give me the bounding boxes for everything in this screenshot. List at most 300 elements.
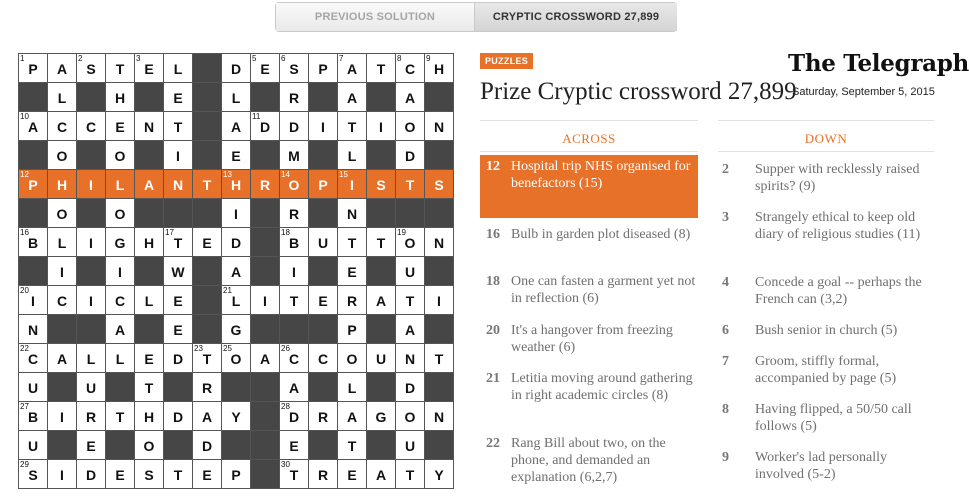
- grid-cell[interactable]: [338, 344, 367, 373]
- grid-cell[interactable]: [48, 344, 77, 373]
- grid-cell[interactable]: [396, 460, 425, 489]
- grid-cell[interactable]: [338, 199, 367, 228]
- cell-letter: P: [28, 177, 38, 193]
- cell-letter: C: [404, 61, 416, 77]
- grid-cell[interactable]: [135, 112, 164, 141]
- across-clue[interactable]: [480, 322, 698, 356]
- grid-cell[interactable]: [48, 54, 77, 83]
- cell-letter: I: [60, 467, 64, 483]
- grid-cell[interactable]: [309, 286, 338, 315]
- cell-letter: C: [56, 293, 68, 309]
- black-cell: [135, 315, 164, 344]
- grid-cell[interactable]: [367, 460, 396, 489]
- grid-cell[interactable]: [106, 460, 135, 489]
- grid-cell[interactable]: [164, 286, 193, 315]
- puzzles-badge[interactable]: PUZZLES: [480, 53, 533, 69]
- grid-cell[interactable]: [48, 170, 77, 199]
- cell-letter: H: [143, 235, 155, 251]
- cell-letter: D: [404, 148, 416, 164]
- grid-cell[interactable]: [338, 54, 367, 83]
- grid-cell[interactable]: [193, 460, 222, 489]
- grid-cell[interactable]: [309, 228, 338, 257]
- across-clue[interactable]: [480, 370, 698, 404]
- black-cell: [309, 315, 338, 344]
- grid-cell[interactable]: [164, 83, 193, 112]
- grid-cell[interactable]: [135, 228, 164, 257]
- cell-letter: H: [230, 177, 242, 193]
- grid-cell[interactable]: [425, 286, 454, 315]
- grid-cell[interactable]: [396, 257, 425, 286]
- grid-cell[interactable]: [280, 54, 309, 83]
- grid-cell[interactable]: [19, 344, 48, 373]
- down-clue[interactable]: [718, 209, 934, 243]
- cell-letter: D: [288, 119, 300, 135]
- grid-cell[interactable]: [396, 83, 425, 112]
- grid-cell[interactable]: [396, 112, 425, 141]
- grid-cell[interactable]: [425, 344, 454, 373]
- cell-letter: P: [231, 467, 241, 483]
- grid-cell[interactable]: [338, 170, 367, 199]
- down-clue[interactable]: [718, 274, 934, 308]
- cell-letter: L: [347, 380, 357, 396]
- grid-cell[interactable]: [106, 170, 135, 199]
- grid-cell[interactable]: [106, 141, 135, 170]
- grid-cell[interactable]: [222, 83, 251, 112]
- across-clue[interactable]: [480, 435, 698, 486]
- grid-cell[interactable]: [309, 460, 338, 489]
- grid-cell[interactable]: [338, 315, 367, 344]
- grid-cell[interactable]: [280, 141, 309, 170]
- grid-cell[interactable]: [425, 460, 454, 489]
- grid-cell[interactable]: [164, 402, 193, 431]
- grid-cell[interactable]: [425, 54, 454, 83]
- grid-cell[interactable]: [135, 373, 164, 402]
- cell-letter: T: [347, 438, 357, 454]
- grid-cell[interactable]: [222, 286, 251, 315]
- grid-cell[interactable]: [251, 170, 280, 199]
- cell-letter: O: [288, 177, 300, 193]
- cell-letter: G: [375, 409, 387, 425]
- grid-cell[interactable]: [77, 286, 106, 315]
- grid-cell[interactable]: [222, 257, 251, 286]
- grid-cell[interactable]: [396, 402, 425, 431]
- black-cell: [280, 315, 309, 344]
- cell-letter: N: [433, 235, 445, 251]
- clue-number: 3: [136, 54, 141, 63]
- across-clue[interactable]: [480, 155, 698, 218]
- cell-letter: T: [173, 235, 183, 251]
- cell-letter: L: [57, 90, 67, 106]
- grid-cell[interactable]: [135, 431, 164, 460]
- grid-cell[interactable]: [164, 54, 193, 83]
- grid-cell[interactable]: [164, 228, 193, 257]
- grid-cell[interactable]: [280, 431, 309, 460]
- grid-cell[interactable]: [77, 170, 106, 199]
- cell-letter: S: [144, 467, 154, 483]
- clue-text: Strangely ethical to keep old diary of religious studies (11): [755, 210, 921, 242]
- grid-cell[interactable]: [193, 402, 222, 431]
- clue-number: 16: [20, 228, 29, 237]
- telegraph-logo: The Telegraph: [788, 50, 969, 77]
- grid-cell[interactable]: [396, 344, 425, 373]
- cell-letter: C: [317, 351, 329, 367]
- black-cell: [251, 257, 280, 286]
- grid-cell[interactable]: [251, 54, 280, 83]
- grid-cell[interactable]: [367, 286, 396, 315]
- grid-cell[interactable]: [396, 170, 425, 199]
- clue-number: 7: [339, 54, 344, 63]
- clue-num: 22: [486, 436, 500, 451]
- clue-text: Having flipped, a 50/50 call follows (5): [755, 402, 912, 434]
- cell-letter: E: [289, 438, 299, 454]
- across-heading: ACROSS: [562, 131, 616, 146]
- grid-cell[interactable]: [106, 83, 135, 112]
- clue-number: 13: [223, 170, 232, 179]
- grid-cell[interactable]: [338, 112, 367, 141]
- clue-text: It's a hangover from freezing weather (6): [511, 323, 673, 355]
- grid-cell[interactable]: [106, 54, 135, 83]
- black-cell: [367, 141, 396, 170]
- grid-cell[interactable]: [222, 54, 251, 83]
- grid-cell[interactable]: [19, 431, 48, 460]
- cell-letter: R: [317, 467, 329, 483]
- grid-cell[interactable]: [164, 315, 193, 344]
- grid-cell[interactable]: [193, 431, 222, 460]
- clue-num: 6: [722, 323, 729, 338]
- cell-letter: O: [143, 438, 155, 454]
- grid-cell[interactable]: [338, 460, 367, 489]
- grid-cell[interactable]: [396, 286, 425, 315]
- cell-letter: T: [173, 467, 183, 483]
- cell-letter: B: [27, 235, 39, 251]
- grid-cell[interactable]: [164, 344, 193, 373]
- grid-cell[interactable]: [396, 228, 425, 257]
- cell-letter: S: [289, 61, 299, 77]
- black-cell: [309, 141, 338, 170]
- black-cell: [251, 199, 280, 228]
- grid-cell[interactable]: [135, 54, 164, 83]
- grid-cell[interactable]: [251, 344, 280, 373]
- down-clue[interactable]: [718, 401, 934, 435]
- grid-cell[interactable]: [106, 286, 135, 315]
- cell-letter: N: [172, 177, 184, 193]
- grid-cell[interactable]: [48, 257, 77, 286]
- grid-cell[interactable]: [396, 315, 425, 344]
- grid-cell[interactable]: [48, 460, 77, 489]
- cell-letter: A: [404, 322, 416, 338]
- grid-cell[interactable]: [19, 112, 48, 141]
- grid-cell[interactable]: [164, 141, 193, 170]
- grid-cell[interactable]: [367, 54, 396, 83]
- black-cell: [309, 199, 338, 228]
- grid-cell[interactable]: [222, 460, 251, 489]
- grid-cell[interactable]: [280, 460, 309, 489]
- grid-cell[interactable]: [425, 402, 454, 431]
- clue-num: 2: [722, 162, 729, 177]
- down-clue[interactable]: [718, 353, 934, 387]
- clue-number: 27: [20, 402, 29, 411]
- black-cell: [251, 431, 280, 460]
- grid-cell[interactable]: [19, 228, 48, 257]
- cell-letter: A: [114, 322, 126, 338]
- grid-cell[interactable]: [309, 54, 338, 83]
- cell-letter: T: [347, 119, 357, 135]
- current-crossword-tab[interactable]: CRYPTIC CROSSWORD 27,899: [475, 3, 677, 31]
- across-clue[interactable]: [480, 273, 698, 307]
- grid-cell[interactable]: [135, 286, 164, 315]
- down-clue[interactable]: [718, 161, 934, 195]
- grid-cell[interactable]: [309, 170, 338, 199]
- clue-number: 20: [20, 286, 29, 295]
- cell-letter: A: [346, 409, 358, 425]
- black-cell: [106, 373, 135, 402]
- cell-letter: E: [347, 467, 357, 483]
- grid-cell[interactable]: [222, 315, 251, 344]
- clue-num: 8: [722, 402, 729, 417]
- grid-cell[interactable]: [396, 54, 425, 83]
- grid-cell[interactable]: [309, 344, 338, 373]
- grid-cell[interactable]: [396, 141, 425, 170]
- grid-cell[interactable]: [367, 112, 396, 141]
- cell-letter: L: [173, 61, 183, 77]
- black-cell: [164, 431, 193, 460]
- cell-letter: R: [288, 206, 300, 222]
- grid-cell[interactable]: [164, 257, 193, 286]
- cell-letter: O: [56, 206, 68, 222]
- grid-cell[interactable]: [338, 431, 367, 460]
- grid-cell[interactable]: [222, 170, 251, 199]
- cell-letter: T: [405, 293, 415, 309]
- grid-cell[interactable]: [193, 373, 222, 402]
- black-cell: [309, 431, 338, 460]
- black-cell: [222, 431, 251, 460]
- grid-cell[interactable]: [193, 344, 222, 373]
- grid-cell[interactable]: [222, 199, 251, 228]
- black-cell: [309, 373, 338, 402]
- grid-cell[interactable]: [425, 112, 454, 141]
- cell-letter: D: [172, 351, 184, 367]
- black-cell: [77, 199, 106, 228]
- grid-cell[interactable]: [48, 112, 77, 141]
- cell-letter: O: [56, 148, 68, 164]
- grid-cell[interactable]: [222, 344, 251, 373]
- grid-cell[interactable]: [135, 460, 164, 489]
- grid-cell[interactable]: [19, 402, 48, 431]
- cell-letter: D: [404, 380, 416, 396]
- grid-cell[interactable]: [251, 112, 280, 141]
- cell-letter: E: [202, 235, 212, 251]
- down-clue[interactable]: [718, 449, 934, 483]
- grid-cell[interactable]: [367, 344, 396, 373]
- grid-cell[interactable]: [106, 402, 135, 431]
- grid-cell[interactable]: [48, 228, 77, 257]
- cell-letter: Y: [434, 467, 444, 483]
- black-cell: [193, 54, 222, 83]
- black-cell: [251, 402, 280, 431]
- grid-cell[interactable]: [425, 228, 454, 257]
- cell-letter: D: [259, 119, 271, 135]
- cell-letter: E: [144, 61, 154, 77]
- black-cell: [425, 431, 454, 460]
- divider: [480, 120, 698, 121]
- grid-cell[interactable]: [19, 54, 48, 83]
- grid-cell[interactable]: [280, 344, 309, 373]
- grid-cell[interactable]: [367, 228, 396, 257]
- grid-cell[interactable]: [222, 141, 251, 170]
- grid-cell[interactable]: [106, 315, 135, 344]
- cell-letter: U: [27, 380, 39, 396]
- grid-cell[interactable]: [367, 170, 396, 199]
- grid-cell[interactable]: [222, 228, 251, 257]
- cell-letter: T: [405, 177, 415, 193]
- grid-cell[interactable]: [164, 112, 193, 141]
- grid-cell[interactable]: [48, 286, 77, 315]
- grid-cell[interactable]: [19, 315, 48, 344]
- grid-cell[interactable]: [280, 199, 309, 228]
- cell-letter: A: [230, 264, 242, 280]
- grid-cell[interactable]: [164, 460, 193, 489]
- black-cell: [135, 257, 164, 286]
- grid-cell[interactable]: [48, 402, 77, 431]
- grid-cell[interactable]: [19, 373, 48, 402]
- clue-num: 4: [722, 275, 729, 290]
- grid-cell[interactable]: [222, 402, 251, 431]
- grid-cell[interactable]: [367, 402, 396, 431]
- clue-text: Groom, stiffly formal, accompanied by page (5): [755, 354, 897, 386]
- grid-cell[interactable]: [106, 344, 135, 373]
- grid-cell[interactable]: [77, 431, 106, 460]
- grid-cell[interactable]: [77, 373, 106, 402]
- black-cell: [396, 199, 425, 228]
- cell-letter: I: [350, 177, 354, 193]
- clue-number: 22: [20, 344, 29, 353]
- cell-letter: A: [404, 90, 416, 106]
- grid-cell[interactable]: [77, 54, 106, 83]
- cell-letter: T: [115, 61, 125, 77]
- cell-letter: H: [56, 177, 68, 193]
- clue-number: 6: [281, 54, 286, 63]
- cell-letter: L: [115, 351, 125, 367]
- grid-cell[interactable]: [77, 402, 106, 431]
- cell-letter: T: [289, 293, 299, 309]
- grid-cell[interactable]: [280, 228, 309, 257]
- cell-letter: A: [346, 61, 358, 77]
- grid-cell[interactable]: [106, 112, 135, 141]
- clue-number: 12: [20, 170, 29, 179]
- cell-letter: E: [260, 61, 270, 77]
- grid-cell[interactable]: [251, 286, 280, 315]
- grid-cell[interactable]: [338, 228, 367, 257]
- grid-cell[interactable]: [135, 170, 164, 199]
- black-cell: [309, 83, 338, 112]
- down-heading: DOWN: [804, 131, 848, 146]
- grid-cell[interactable]: [309, 112, 338, 141]
- grid-cell[interactable]: [280, 170, 309, 199]
- grid-cell[interactable]: [338, 373, 367, 402]
- cell-letter: L: [57, 235, 67, 251]
- clue-number: 30: [281, 460, 290, 469]
- previous-solution-tab[interactable]: PREVIOUS SOLUTION: [276, 3, 475, 31]
- cell-letter: A: [201, 409, 213, 425]
- grid-cell[interactable]: [193, 228, 222, 257]
- grid-cell[interactable]: [135, 344, 164, 373]
- cell-letter: D: [288, 409, 300, 425]
- grid-cell[interactable]: [338, 83, 367, 112]
- cell-letter: Y: [231, 409, 241, 425]
- crossword-grid: [18, 53, 454, 489]
- grid-cell[interactable]: [396, 373, 425, 402]
- grid-cell[interactable]: [19, 286, 48, 315]
- grid-cell[interactable]: [106, 199, 135, 228]
- black-cell: [367, 199, 396, 228]
- grid-cell[interactable]: [77, 112, 106, 141]
- black-cell: [367, 373, 396, 402]
- cell-letter: I: [321, 119, 325, 135]
- grid-cell[interactable]: [425, 170, 454, 199]
- cell-letter: C: [114, 293, 126, 309]
- cell-letter: R: [346, 293, 358, 309]
- cell-letter: W: [171, 264, 185, 280]
- grid-cell[interactable]: [77, 460, 106, 489]
- cell-letter: T: [173, 119, 183, 135]
- black-cell: [425, 83, 454, 112]
- grid-cell[interactable]: [106, 257, 135, 286]
- cell-letter: H: [433, 61, 445, 77]
- clue-num: 12: [486, 159, 500, 174]
- grid-cell[interactable]: [193, 170, 222, 199]
- clue-number: 8: [397, 54, 402, 63]
- cell-letter: I: [31, 293, 35, 309]
- grid-cell[interactable]: [19, 460, 48, 489]
- grid-cell[interactable]: [280, 112, 309, 141]
- grid-cell[interactable]: [280, 402, 309, 431]
- grid-cell[interactable]: [164, 170, 193, 199]
- black-cell: [19, 83, 48, 112]
- grid-cell[interactable]: [280, 257, 309, 286]
- grid-cell[interactable]: [77, 344, 106, 373]
- cell-letter: O: [114, 148, 126, 164]
- cell-letter: R: [201, 380, 213, 396]
- grid-cell[interactable]: [280, 373, 309, 402]
- clue-number: 21: [223, 286, 232, 295]
- grid-cell[interactable]: [77, 228, 106, 257]
- grid-cell[interactable]: [280, 286, 309, 315]
- grid-cell[interactable]: [338, 402, 367, 431]
- grid-cell[interactable]: [309, 402, 338, 431]
- grid-cell[interactable]: [106, 228, 135, 257]
- grid-cell[interactable]: [280, 83, 309, 112]
- grid-cell[interactable]: [48, 199, 77, 228]
- clue-number: 23: [194, 344, 203, 353]
- grid-cell[interactable]: [222, 112, 251, 141]
- grid-cell[interactable]: [338, 286, 367, 315]
- cell-letter: T: [376, 235, 386, 251]
- grid-cell[interactable]: [19, 170, 48, 199]
- cell-letter: A: [375, 467, 387, 483]
- down-clue[interactable]: [718, 322, 934, 339]
- across-clue[interactable]: [480, 226, 698, 243]
- grid-cell[interactable]: [48, 141, 77, 170]
- grid-cell[interactable]: [135, 402, 164, 431]
- cell-letter: A: [143, 177, 155, 193]
- black-cell: [77, 141, 106, 170]
- grid-cell[interactable]: [48, 83, 77, 112]
- clue-number: 28: [281, 402, 290, 411]
- cell-letter: U: [27, 438, 39, 454]
- grid-cell[interactable]: [338, 141, 367, 170]
- grid-cell[interactable]: [396, 431, 425, 460]
- grid-cell[interactable]: [338, 257, 367, 286]
